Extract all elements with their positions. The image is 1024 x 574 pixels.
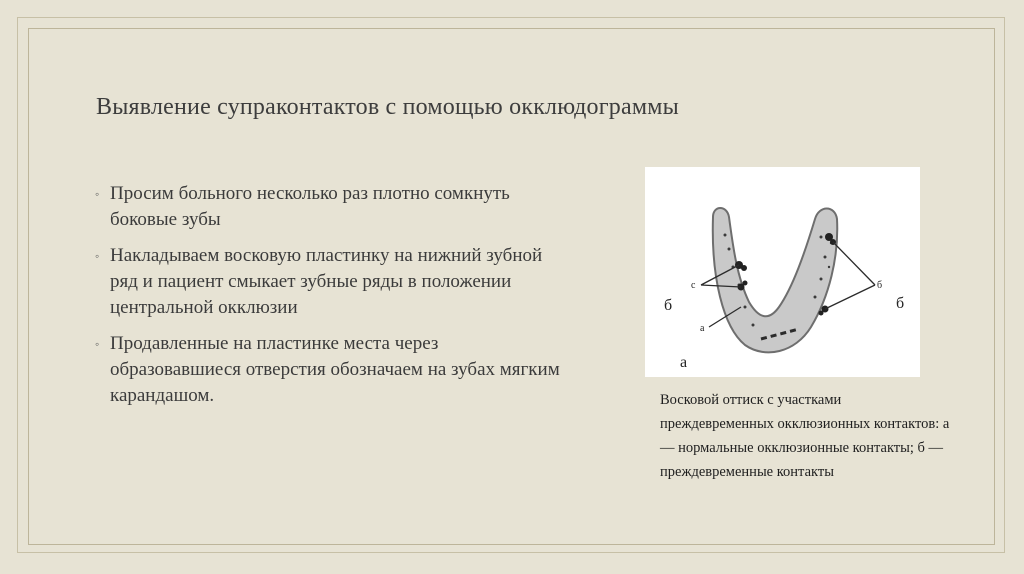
figure-label-left: б: [664, 297, 673, 314]
bullet-icon: ◦: [95, 187, 100, 201]
figure-label-bottom: а: [680, 354, 688, 371]
bullet-text: Продавленные на пластинке места через образовавшиеся отверстия обозначаем на зубах мягким карандашом.: [110, 333, 560, 406]
slide-title: Выявление супраконтактов с помощью окклюдограммы: [96, 94, 679, 120]
bullet-icon: ◦: [95, 249, 100, 263]
wax-imprint-shape: [713, 208, 837, 352]
bullet-text: Накладываем восковую пластинку на нижний зубной ряд и пациент смыкает зубные ряды в положении центральной окклюзии: [110, 245, 543, 318]
pointer-c-left-label: с: [691, 280, 696, 291]
bullet-text: Просим больного несколько раз плотно сомкнуть боковые зубы: [110, 183, 510, 230]
pointer-a-label: а: [700, 323, 705, 334]
bullet-list: [95, 181, 565, 419]
bullet-item: [95, 331, 565, 409]
pointer-c-right-label: б: [877, 280, 883, 291]
bullet-icon: ◦: [95, 337, 100, 351]
bullet-item: [95, 181, 565, 233]
wax-imprint-illustration: [645, 167, 920, 377]
bullet-item: [95, 243, 565, 321]
figure-label-right: б: [896, 295, 905, 312]
occlusogram-figure: [645, 167, 920, 377]
figure-caption: Восковой оттиск с участками преждевременных окклюзионных контактов: а — нормальные окклюзионные контакты; б — преждевременные контакты: [660, 392, 950, 480]
